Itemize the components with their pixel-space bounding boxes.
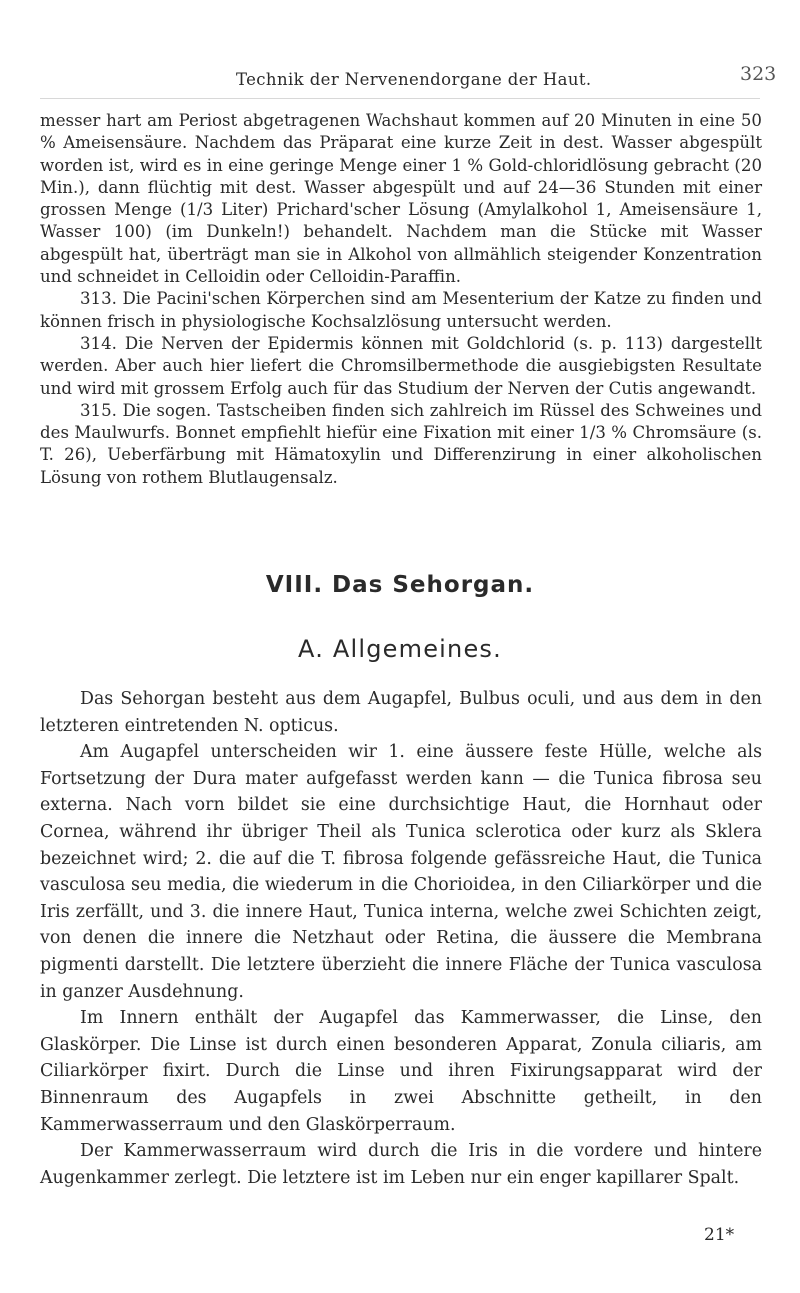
paragraph-augapfel: Am Augapfel unterscheiden wir 1. eine äussere feste Hülle, welche als Fortsetzung der Dura mater aufgefasst werden kann — die Tunica fibrosa seu externa. Nach vorn bildet sie eine durchsichtige Haut, die Hornhaut oder Cornea, während ihr übriger Theil als Tunica sclerotica oder kurz als Sklera bezeichnet wird; 2. die auf die T. fibrosa folgende gefässreiche Haut, die Tunica vasculosa seu media, die wiederum in die Chorioidea, in den Ciliarkörper und die Iris zerfällt, und 3. die innere Haut, Tunica interna, welche zwei Schichten zeigt, von denen die innere die Netzhaut oder Retina, die äussere die Membrana pigmenti darstellt. Die letztere überzieht die innere Fläche der Tunica vasculosa in ganzer Ausdehnung. [40,742,762,1002]
technique-text-block [40,110,762,489]
paragraph-314: 314. Die Nerven der Epidermis können mit Goldchlorid (s. p. 113) dargestellt werden. Aber auch hier liefert die Chromsilbermethode die ausgiebigsten Resultate und wird mit grossem Erfolg auch für das Studium der Nerven der Cutis angewandt. [40,333,762,398]
paragraph-innern: Im Innern enthält der Augapfel das Kammerwasser, die Linse, den Glaskörper. Die Linse ist durch einen besonderen Apparat, Zonula ciliaris, am Ciliarkörper fixirt. Durch die Linse und ihren Fixirungsapparat wird der Binnenraum des Augapfels in zwei Abschnitte getheilt, in den Kammerwasserraum und den Glaskörperraum. [40,1008,762,1135]
running-head: Technik der Nervenendorgane der Haut. [236,70,592,89]
sehorgan-text-block [40,686,762,1191]
paragraph-wachshaut: messer hart am Periost abgetragenen Wachshaut kommen auf 20 Minuten in eine 50 % Ameisensäure. Nachdem das Präparat eine kurze Zeit in dest. Wasser abgespült worden ist, wird es in eine geringe Menge einer 1 % Gold-chloridlösung gebracht (20 Min.), dann flüchtig mit dest. Wasser abgespült und auf 24—36 Stunden mit einer grossen Menge (1/3 Liter) Prichard'scher Lösung (Amylalkohol 1, Ameisensäure 1, Wasser 100) (im Dunkeln!) behandelt. Nachdem man die Stücke mit Wasser abgespült hat, überträgt man sie in Alkohol von allmählich steigender Konzentration und schneidet in Celloidin oder Celloidin-Paraffin. [40,111,762,287]
paragraph-kammerwasserraum: Der Kammerwasserraum wird durch die Iris in die vordere und hintere Augenkammer zerlegt. Die letztere ist im Leben nur ein enger kapillarer Spalt. [40,1141,762,1188]
signature-mark: 21* [704,1225,735,1245]
page-number: 323 [740,63,777,85]
paragraph-313: 313. Die Pacini'schen Körperchen sind am Mesenterium der Katze zu finden und können frisch in physiologische Kochsalzlösung untersucht werden. [40,289,762,331]
section-title: A. Allgemeines. [298,635,502,663]
paragraph-sehorgan: Das Sehorgan besteht aus dem Augapfel, Bulbus oculi, und aus dem in den letzteren eintretenden N. opticus. [40,689,762,736]
chapter-title: VIII. Das Sehorgan. [265,572,535,598]
header-rule [40,98,760,99]
paragraph-315: 315. Die sogen. Tastscheiben finden sich zahlreich im Rüssel des Schweines und des Maulwurfs. Bonnet empfiehlt hiefür eine Fixation mit einer 1/3 % Chromsäure (s. T. 26), Ueberfärbung mit Hämatoxylin und Differenzirung in einer alkoholischen Lösung von rothem Blutlaugensalz. [40,400,762,487]
